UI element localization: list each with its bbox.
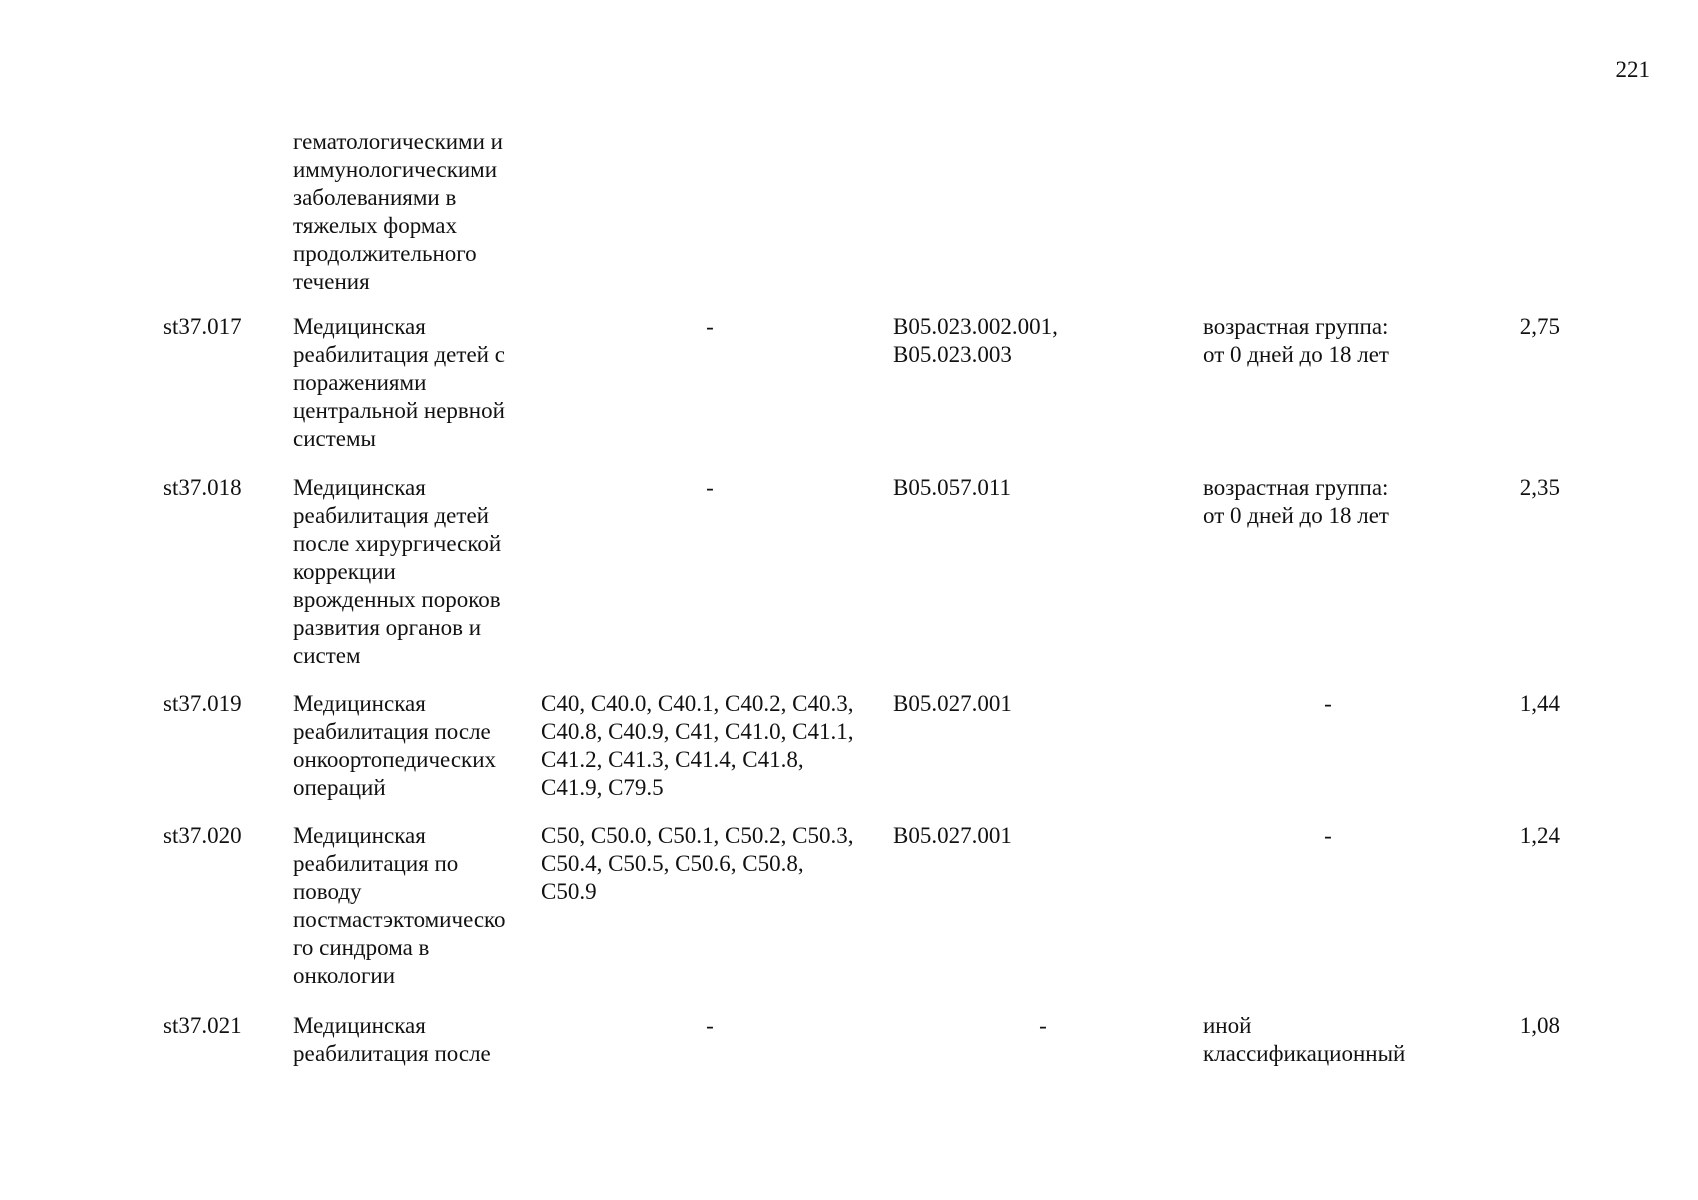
diagnoses-cell: - xyxy=(706,1013,714,1038)
other-criteria-cell: - xyxy=(1324,691,1332,716)
services-cell: B05.027.001 xyxy=(893,691,1012,716)
code-cell: st37.017 xyxy=(163,314,242,339)
services-cell: B05.057.011 xyxy=(893,475,1011,500)
diagnoses-cell: C50, C50.0, C50.1, C50.2, C50.3, C50.4, C50.5, C50.6, C50.8, C50.9 xyxy=(541,823,854,904)
diagnoses-cell: - xyxy=(706,475,714,500)
name-cell: Медицинская реабилитация после xyxy=(293,1013,491,1066)
code-cell: st37.021 xyxy=(163,1013,242,1038)
name-cell: гематологическими и иммунологическими заболеваниями в тяжелых формах продолжительного течения xyxy=(293,129,503,294)
coefficient-cell: 1,08 xyxy=(1519,1013,1560,1038)
code-cell: st37.020 xyxy=(163,823,242,848)
page-number: 221 xyxy=(1615,57,1650,82)
other-criteria-cell: возрастная группа: от 0 дней до 18 лет xyxy=(1203,314,1389,367)
services-cell: B05.023.002.001, B05.023.003 xyxy=(893,314,1058,367)
code-cell: st37.019 xyxy=(163,691,242,716)
services-cell: - xyxy=(1039,1013,1047,1038)
name-cell: Медицинская реабилитация после онкоортопедических операций xyxy=(293,691,497,800)
name-cell: Медицинская реабилитация детей после хирургической коррекции врожденных пороков развития органов и систем xyxy=(293,475,502,668)
name-cell: Медицинская реабилитация по поводу постмастэктомическо го синдрома в онкологии xyxy=(293,823,506,988)
diagnoses-cell: C40, C40.0, C40.1, C40.2, C40.3, C40.8, C40.9, C41, C41.0, C41.1, C41.2, C41.3, C41.4, C41.8, C41.9, C79.5 xyxy=(541,691,854,800)
other-criteria-cell: - xyxy=(1324,823,1332,848)
other-criteria-cell: возрастная группа: от 0 дней до 18 лет xyxy=(1203,475,1389,528)
coefficient-cell: 2,35 xyxy=(1519,475,1560,500)
other-criteria-cell: иной классификационный xyxy=(1203,1013,1406,1066)
coefficient-cell: 2,75 xyxy=(1519,314,1560,339)
code-cell: st37.018 xyxy=(163,475,242,500)
diagnoses-cell: - xyxy=(706,314,714,339)
name-cell: Медицинская реабилитация детей с поражениями центральной нервной системы xyxy=(293,314,505,451)
services-cell: B05.027.001 xyxy=(893,823,1012,848)
coefficient-cell: 1,24 xyxy=(1519,823,1560,848)
coefficient-cell: 1,44 xyxy=(1519,691,1560,716)
